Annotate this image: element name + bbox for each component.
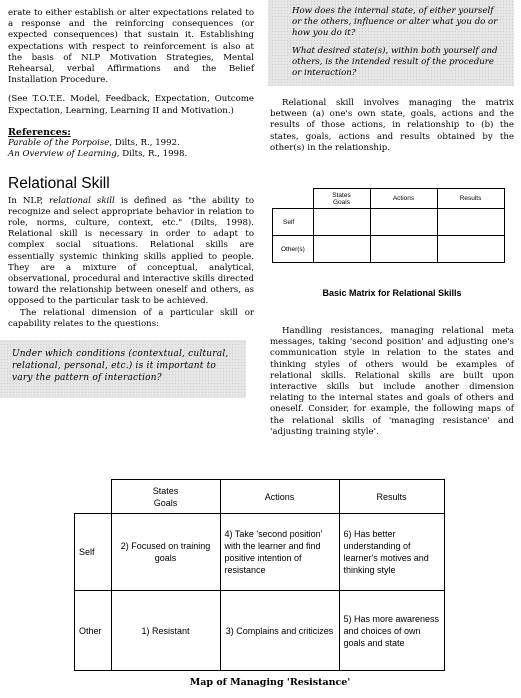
map-cell: 2) Focused on training goals xyxy=(111,514,220,591)
reference-title: Parable of the Porpoise xyxy=(8,138,110,149)
relational-dimension-paragraph: The relational dimension of a particular skill or capability relates to the questions: xyxy=(8,307,254,329)
map-row-label: Other xyxy=(75,591,112,671)
matrix-header: Results xyxy=(437,189,504,209)
section-heading: Relational Skill xyxy=(8,175,110,193)
handling-resistance-paragraph: Handling resistances, managing relational meta messages, taking 'second position' and adjusting one's communication style in relation to the states and thinking styles of others would be examples of relational skills. Relational skills are built upon interactive skills but include another dimension relating to the internal states and goals of others and oneself. Consider, for example, the following maps of the relational skills of 'managing resistance' and 'adjusting training style'. xyxy=(270,326,514,437)
reference-item xyxy=(8,149,254,160)
reference-detail: , Dilts, R., 1992. xyxy=(109,138,180,149)
matrix-cell xyxy=(437,236,504,263)
matrix-cell xyxy=(313,209,370,236)
references-heading: References: xyxy=(8,126,71,138)
map-header: Actions xyxy=(220,480,339,514)
matrix-corner xyxy=(273,189,314,209)
question-box-right xyxy=(268,0,514,86)
resistance-map-caption: Map of Managing 'Resistance' xyxy=(189,677,351,688)
reference-item xyxy=(8,138,254,149)
matrix-cell xyxy=(313,236,370,263)
map-cell: 1) Resistant xyxy=(111,591,220,671)
question-text: What desired state(s), within both yourself and others, is the intended result of the procedure or interaction? xyxy=(292,45,498,79)
matrix-cell xyxy=(370,236,437,263)
matrix-row-label: Other(s) xyxy=(273,236,314,263)
left-column xyxy=(8,8,254,398)
map-corner xyxy=(75,480,112,514)
reference-detail: , Dilts, R., 1998. xyxy=(116,149,188,160)
intro-paragraph: erate to either establish or alter expectations related to a response and the reinforcing consequences (or expected consequences) that sustain it. Establishing expectations with respect to reinforcement is also at the basis of NLP Motivation Strategies, Mental Rehearsal, verbal Affirmations and the Belief Installation Procedure. xyxy=(8,8,254,86)
map-row-label: Self xyxy=(75,514,112,591)
relational-skill-definition xyxy=(8,196,254,308)
question-text: How does the internal state, of either yourself or the others, influence or alter what you do or how you do it? xyxy=(292,6,498,39)
map-cell: 6) Has better understanding of learner's motives and thinking style xyxy=(339,514,444,591)
matrix-row-label: Self xyxy=(273,209,314,236)
map-cell: 5) Has more awareness and choices of own goals and state xyxy=(339,591,444,671)
matrix-paragraph: Relational skill involves managing the matrix between (a) one's own state, goals, actions and the results of those actions, in relationship to (b) the states, goals, actions and results obtained by the other(s) in the relationship. xyxy=(270,98,514,153)
basic-matrix-table xyxy=(272,188,505,263)
map-cell: 3) Complains and criticizes xyxy=(220,591,339,671)
matrix-header: Actions xyxy=(370,189,437,209)
matrix-cell xyxy=(437,209,504,236)
matrix-header: States Goals xyxy=(313,189,370,209)
matrix-cell xyxy=(370,209,437,236)
resistance-map-table xyxy=(74,479,445,671)
map-header: Results xyxy=(339,480,444,514)
map-header: States Goals xyxy=(111,480,220,514)
right-column xyxy=(268,0,514,154)
question-text: Under which conditions (contextual, cultural, relational, personal, etc.) is it important to vary the pattern of interaction? xyxy=(12,349,229,384)
definition-lead: In NLP, xyxy=(8,195,50,206)
definition-term: relational skill xyxy=(49,195,115,206)
map-cell: 4) Take 'second position' with the learner and find positive intention of resistance xyxy=(220,514,339,591)
question-box-left xyxy=(0,340,246,398)
reference-title: An Overview of Learning xyxy=(8,149,117,160)
basic-matrix-caption: Basic Matrix for Relational Skills xyxy=(322,288,462,298)
right-column-lower xyxy=(270,326,514,438)
see-also-paragraph: (See T.O.T.E. Model, Feedback, Expectation, Outcome Expectation, Learning, Learning II and Motivation.) xyxy=(8,94,254,116)
definition-body: is defined as "the ability to recognize and select appropriate behavior in relation to role, norms, culture, context, etc." (Dilts, 1998). Relational skill is necessary in order to adapt to complex social situations. Relational skills are essentially systemic thinking skills applied to people. They are a mixture of conceptual, analytical, observational, procedural and interactive skills directed toward the relationship between oneself and others, as opposed to the particular task to be achieved. xyxy=(8,195,255,307)
